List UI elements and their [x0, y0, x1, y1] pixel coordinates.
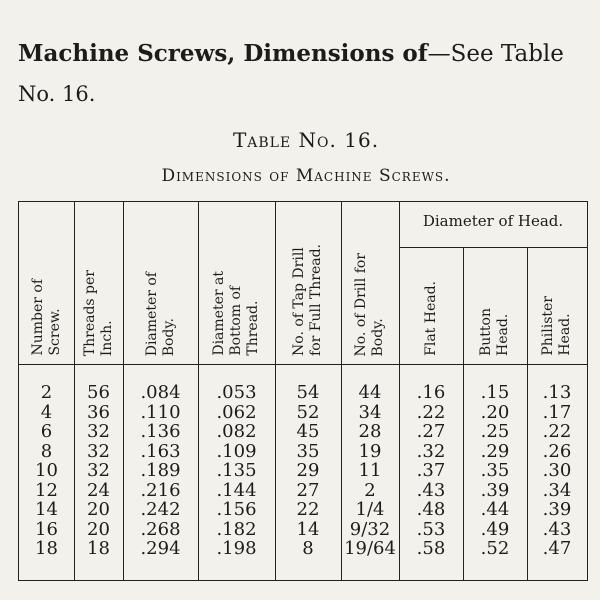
table-cell-threads-per-inch: 56 [87, 382, 110, 403]
column-header-diameter-of-body [123, 206, 198, 356]
column-header-button-head [463, 251, 527, 356]
table-cell-button-head: .35 [480, 460, 510, 481]
table-cell-flat-head: .53 [416, 518, 446, 540]
table-cell-philister-head: .26 [542, 440, 572, 462]
table-cell-tap-drill: 35 [296, 440, 320, 462]
table-cell-tap-drill: 52 [296, 401, 320, 423]
table-cell-number-of-screw: 8 [40, 440, 53, 462]
column-header-threads-per-inch [74, 206, 123, 356]
column-header-number-of-screw [19, 206, 74, 356]
column-header-flat-head [399, 251, 463, 356]
heading-bold: Machine Screws, Dimensions of [18, 40, 428, 67]
table-cell-diameter-bottom-thread: .182 [216, 518, 257, 540]
table-cell-philister-head: .17 [542, 401, 572, 423]
table-cell-philister-head: .34 [542, 479, 572, 501]
table-cell-diameter-bottom-thread: .156 [216, 499, 257, 520]
table-cell-diameter-of-body: .242 [140, 499, 181, 520]
column-header-label: Diameter of Body. [143, 271, 177, 356]
table-cell-philister-head: .47 [542, 538, 572, 559]
column-header-diameter-bottom-thread [198, 206, 275, 356]
table-cell-tap-drill: 27 [296, 479, 320, 501]
table-cell-threads-per-inch: 20 [87, 518, 110, 540]
column-header-label: Button Head. [478, 307, 511, 356]
table-cell-diameter-of-body: .084 [140, 382, 181, 403]
table-cell-flat-head: .32 [416, 440, 446, 462]
table-cell-philister-head: .30 [542, 460, 572, 481]
table-cell-number-of-screw: 12 [35, 479, 58, 501]
column-header-label: Flat Head. [422, 281, 439, 356]
table-cell-button-head: .49 [480, 518, 510, 540]
table-cell-body-drill: 19/64 [344, 538, 396, 559]
page-heading [18, 34, 598, 114]
table-cell-diameter-bottom-thread: .053 [216, 382, 257, 403]
table-cell-philister-head: .13 [542, 382, 572, 403]
table-title: Table No. 16. [232, 128, 380, 152]
table-cell-diameter-of-body: .216 [140, 479, 181, 501]
table-cell-flat-head: .37 [416, 460, 446, 481]
table-cell-diameter-of-body: .136 [140, 421, 181, 442]
table-cell-body-drill: 2 [364, 479, 376, 501]
column-header-label: No. of Drill for Body. [353, 252, 386, 356]
table-cell-flat-head: .43 [416, 479, 446, 501]
table-subtitle: Dimensions of Machine Screws. [161, 166, 451, 186]
dimensions-table [18, 201, 588, 581]
table-cell-number-of-screw: 4 [40, 401, 53, 423]
header-divider [19, 364, 587, 365]
table-cell-number-of-screw: 16 [35, 518, 58, 540]
column-header-philister-head [527, 251, 587, 356]
table-cell-number-of-screw: 6 [40, 421, 53, 442]
table-cell-tap-drill: 14 [296, 518, 320, 540]
table-cell-flat-head: .48 [416, 499, 446, 520]
table-cell-tap-drill: 22 [296, 499, 320, 520]
column-header-label: Number of Screw. [29, 279, 63, 356]
table-cell-diameter-bottom-thread: .062 [216, 401, 257, 423]
table-cell-flat-head: .16 [416, 382, 446, 403]
table-cell-tap-drill: 8 [302, 538, 314, 559]
table-cell-philister-head: .22 [542, 421, 572, 442]
table-cell-tap-drill: 45 [296, 421, 320, 442]
column-header-body-drill [341, 206, 399, 356]
table-cell-button-head: .52 [480, 538, 510, 559]
table-cell-number-of-screw: 18 [35, 538, 58, 559]
table-cell-number-of-screw: 2 [40, 382, 53, 403]
table-cell-diameter-of-body: .110 [140, 401, 181, 423]
table-cell-diameter-of-body: .163 [140, 440, 181, 462]
table-cell-tap-drill: 29 [296, 460, 320, 481]
table-cell-flat-head: .27 [416, 421, 446, 442]
table-cell-threads-per-inch: 24 [87, 479, 110, 501]
table-cell-diameter-bottom-thread: .198 [216, 538, 257, 559]
table-cell-body-drill: 9/32 [349, 518, 391, 540]
table-cell-flat-head: .58 [416, 538, 446, 559]
table-cell-threads-per-inch: 18 [87, 538, 110, 559]
table-cell-body-drill: 11 [358, 460, 382, 481]
heading-rest: —See Table [427, 41, 564, 67]
table-cell-diameter-of-body: .189 [140, 460, 181, 481]
column-header-label: Diameter at Bottom of Thread. [211, 271, 261, 356]
column-header-label: No. of Tap Drill for Full Thread. [291, 244, 324, 356]
table-cell-tap-drill: 54 [296, 382, 320, 403]
table-cell-body-drill: 44 [358, 382, 382, 403]
table-cell-diameter-bottom-thread: .109 [216, 440, 257, 462]
table-cell-diameter-of-body: .268 [140, 518, 181, 540]
column-header-label: Threads per Inch. [81, 269, 115, 356]
diameter-of-head-header: Diameter of Head. [422, 212, 564, 230]
table-cell-number-of-screw: 14 [35, 499, 58, 520]
table-cell-threads-per-inch: 32 [87, 421, 110, 442]
group-header-divider [399, 247, 587, 248]
table-cell-diameter-bottom-thread: .135 [216, 460, 257, 481]
table-cell-body-drill: 1/4 [355, 499, 385, 520]
column-header-tap-drill [275, 206, 341, 356]
table-cell-button-head: .15 [480, 382, 510, 403]
table-cell-flat-head: .22 [416, 401, 446, 423]
column-header-label: Philister Head. [540, 296, 573, 356]
table-cell-philister-head: .43 [542, 518, 572, 540]
table-cell-button-head: .44 [480, 499, 510, 520]
table-cell-body-drill: 34 [358, 401, 382, 423]
table-cell-threads-per-inch: 32 [87, 440, 110, 462]
table-cell-number-of-screw: 10 [35, 460, 58, 481]
heading-line2: No. 16. [18, 82, 96, 106]
table-cell-diameter-bottom-thread: .082 [216, 421, 257, 442]
table-cell-button-head: .20 [480, 401, 510, 423]
table-cell-button-head: .25 [480, 421, 510, 442]
table-cell-threads-per-inch: 36 [87, 401, 110, 423]
table-cell-philister-head: .39 [542, 499, 572, 520]
table-cell-button-head: .29 [480, 440, 510, 462]
table-cell-threads-per-inch: 32 [87, 460, 110, 481]
table-cell-diameter-bottom-thread: .144 [216, 479, 257, 501]
table-cell-threads-per-inch: 20 [87, 499, 110, 520]
table-cell-body-drill: 19 [358, 440, 382, 462]
table-cell-button-head: .39 [480, 479, 510, 501]
table-cell-body-drill: 28 [358, 421, 382, 442]
table-cell-diameter-of-body: .294 [140, 538, 181, 559]
